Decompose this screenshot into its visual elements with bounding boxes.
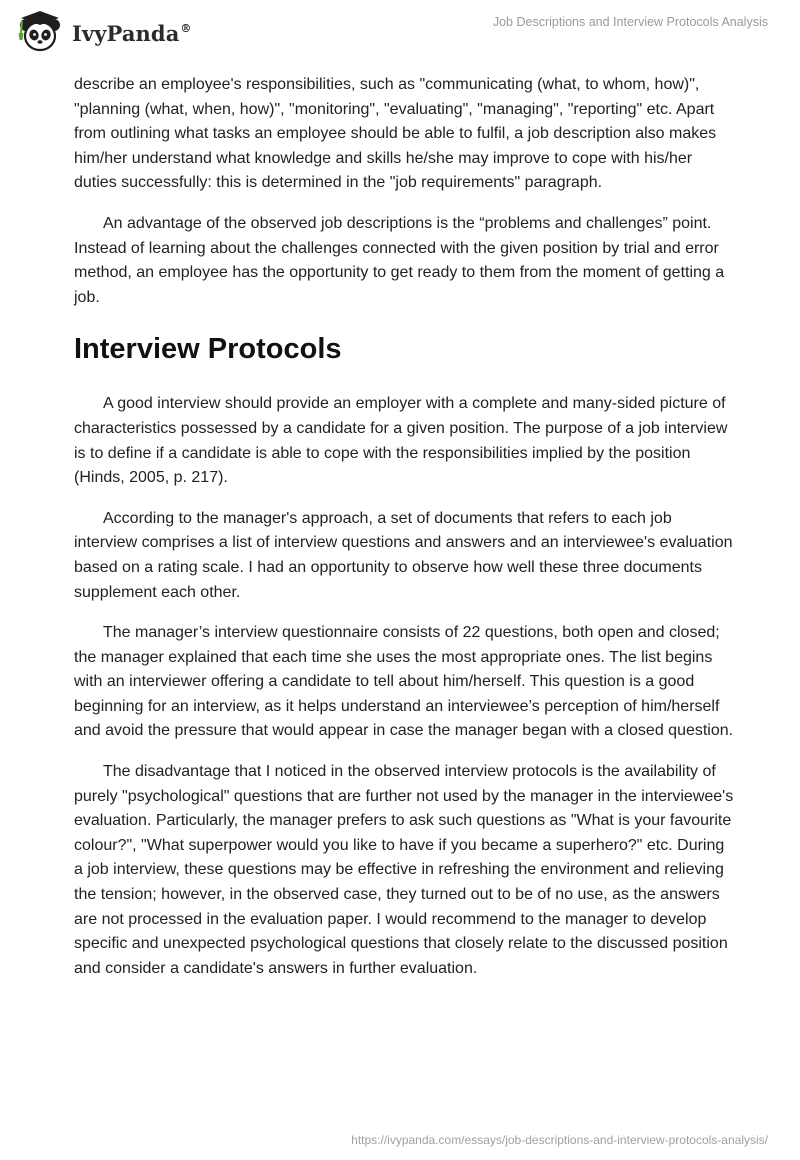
brand-logo[interactable] — [14, 8, 192, 54]
paragraph-manager-approach: According to the manager's approach, a set of documents that refers to each job interview comprises a list of interview questions and answers and an interviewee's evaluation based on a rating scale. I had an opportunity to observe how well these three documents supplement each other. — [74, 509, 733, 601]
brand-name: IvyPanda® — [72, 20, 192, 46]
document-title: Job Descriptions and Interview Protocols Analysis — [492, 15, 768, 29]
panda-graduate-icon — [14, 8, 66, 54]
source-url[interactable]: https://ivypanda.com/essays/job-descriptions-and-interview-protocols-analysis/ — [351, 1133, 768, 1147]
paragraph-disadvantage: The disadvantage that I noticed in the observed interview protocols is the availability of purely "psychological" questions that are further not used by the manager in the interviewee's evaluation. Particularly, the manager prefers to ask such questions as "What is your favourite colour?", "What superpower would you like to have if you became a superhero?" etc. During a job interview, these questions may be effective in refreshing the environment and relieving the tension; however, in the observed case, they turned out to be of no use, as the answers are not processed in the evaluation paper. I would recommend to the manager to develop specific and unexpected psychological questions that closely relate to the discussed position and consider a candidate's answers in further evaluation. — [74, 763, 734, 977]
registered-mark: ® — [180, 21, 192, 35]
section-heading-interview-protocols: Interview Protocols — [74, 333, 342, 366]
paragraph-advantage: An advantage of the observed job descriptions is the “problems and challenges” point. Instead of learning about the challenges connected with the given position by trial and error method, an employee has the opportunity to get ready to them from the moment of getting a job. — [74, 214, 725, 306]
paragraph-good-interview: A good interview should provide an employer with a complete and many-sided picture of characteristics possessed by a candidate for a given position. The purpose of a job interview is to define if a candidate is able to cope with the responsibilities implied by the position (Hinds, 2005, p. 217). — [74, 395, 728, 487]
essay-body — [74, 73, 734, 997]
paragraph-job-description-duties: describe an employee's responsibilities, such as "communicating (what, to whom, how)", "planning (what, when, how)", "monitoring", "evaluating", "managing", "reporting" etc. Apart from outlining what tasks an employee should be able to fulfil, a job description also makes him/her understand what knowledge and skills he/she may improve to cope with his/her duties successfully: this is determined in the "job requirements" paragraph. — [74, 76, 717, 192]
page-header — [0, 0, 800, 64]
paragraph-questionnaire: The manager’s interview questionnaire consists of 22 questions, both open and closed; the manager explained that each time she uses the most appropriate ones. The list begins with an interviewer offering a candidate to tell about him/herself. This question is a good beginning for an interview, as it helps understand an interviewee’s perception of him/herself and avoid the pressure that would appear in case the manager began with a closed question. — [74, 624, 734, 740]
